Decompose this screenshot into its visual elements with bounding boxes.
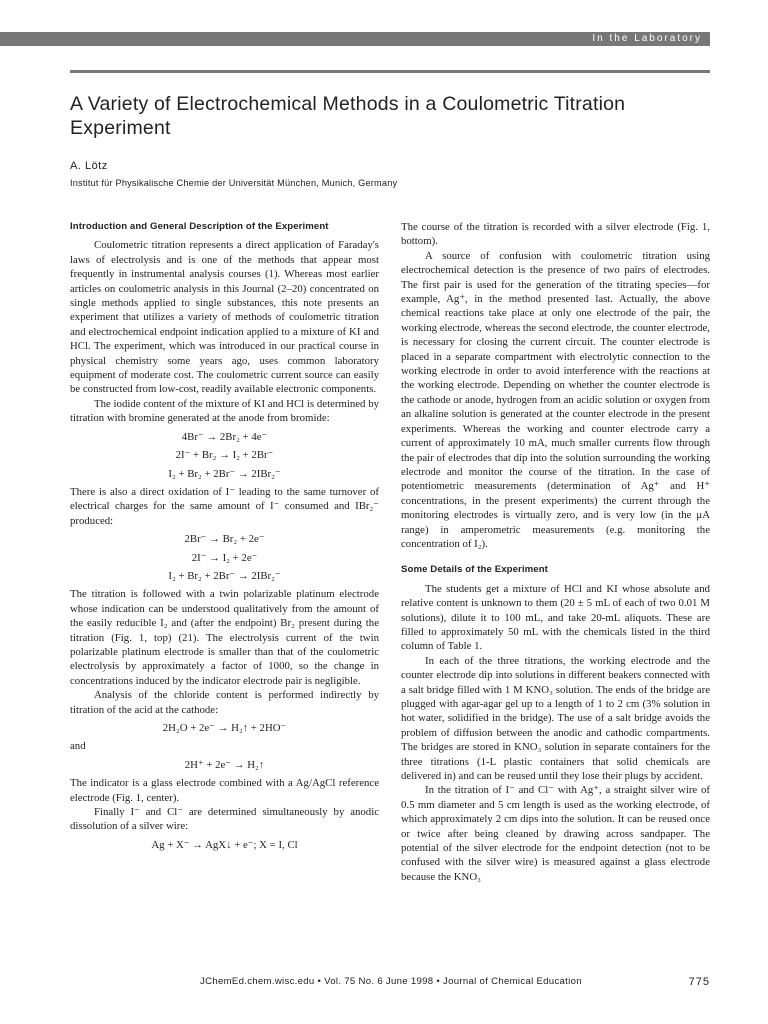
title-rule: [70, 70, 710, 73]
paragraph: The course of the titration is recorded with a silver electrode (Fig. 1, bottom).: [401, 221, 710, 248]
paragraph: The indicator is a glass electrode combined with a Ag/AgCl reference electrode (Fig. 1, center).: [70, 777, 379, 804]
equation: 4Br⁻ → 2Br₂ + 4e⁻: [181, 430, 268, 443]
journal-citation: JChemEd.chem.wisc.edu • Vol. 75 No. 6 June 1998 • Journal of Chemical Education: [200, 976, 582, 987]
paragraph: A source of confusion with coulometric titration using electrochemical detection is the presence of two pairs of electrodes. The first pair is used for the generation of the titrating species—for example, Ag⁺, in the method presented last. Actually, the above chemical reactions take place at only one electrode of the pair, the working electrode, whereas the second electrode, the counter electrode, is necessary for closing the current circuit. The counter electrode is placed in a separate compartment with electrolytic connection to the working electrode in order to avoid interference with the reactions at the working electrode. Depending on whether the counter electrode is the cathode or anode, hydrogen from an acidic solution or oxygen from an alkaline solution is generated at the counter electrode in the present experiments. Whereas the working and counter electrode carry a current of approximately 10 mA, much smaller currents flow through the pair of electrodes that dip into the solution surrounding the working electrode and monitor the course of the titration. In the case of potentiometric measurements (determination of Ag⁺ and H⁺ concentrations, in the present experiments) the current through the monitoring electrodes is virtually zero, and is very low (in the μA range) in amperometric measurements (e.g. monitoring the concentration of I₂).: [401, 249, 710, 550]
conjunction: and: [70, 740, 86, 753]
paragraph: In the titration of I⁻ and Cl⁻ with Ag⁺, a straight silver wire of 0.5 mm diameter and 5 cm length is used as the working electrode, of which approximately 2 cm dips into the solution. It can be reused once or twice after being cleaned by drawing across sandpaper. The potential of the silver electrode for the endpoint detection (not to be confused with the silver wire) is measured against a glass electrode because the KNO₃: [401, 784, 710, 883]
page-number: 775: [688, 976, 710, 988]
equation: 2H⁺ + 2e⁻ → H₂↑: [184, 758, 265, 771]
equation: 2I⁻ → I₂ + 2e⁻: [191, 551, 258, 564]
paragraph: Analysis of the chloride content is performed indirectly by titration of the acid at the cathode:: [70, 689, 379, 716]
affiliation: Institut für Physikalische Chemie der Universität München, Munich, Germany: [70, 178, 398, 188]
equation: 2I⁻ + Br₂ → I₂ + 2Br⁻: [175, 449, 274, 462]
equation: 2Br⁻ → Br₂ + 2e⁻: [184, 533, 265, 546]
equation: I₂ + Br₂ + 2Br⁻ → 2IBr₂⁻: [168, 569, 281, 582]
author: A. Lötz: [70, 160, 108, 172]
paragraph: The iodide content of the mixture of KI and HCl is determined by titration with bromine generated at the anode from bromide:: [70, 397, 379, 425]
left-column: [70, 220, 379, 856]
paragraph: The titration is followed with a twin polarizable platinum electrode whose indication can be understood qualitatively from the amount of the easily reducible I₂ and (after the endpoint) Br₂ present during the titration (Fig. 1, top) (21). The electrolysis current of the twin polarizable platinum electrode is smaller than that of the coulometric electrolysis by approximately a factor of 1000, so the change in concentrations induced by the indicator electrode pair is negligible.: [70, 588, 379, 687]
paragraph: There is also a direct oxidation of I⁻ leading to the same turnover of electrical charges for the same amount of I⁻ consumed and IBr₂⁻ produced:: [70, 485, 379, 527]
paragraph: Coulometric titration represents a direct application of Faraday's laws of electrolysis and is one of the methods that appear most frequently in instrumental analysis courses (1). Whereas most earlier articles on coulometric analysis in this Journal (2–20) concentrated on single methods applied to single substances, this note presents an experiment that utilizes a variety of methods of coulometric titration and electrochemical endpoint indication applied to a mixture of KI and HCl. The experiment, which was introduced in our practical course in physical chemistry some years ago, uses common laboratory equipment of moderate cost. The coulometric current source can easily be constructed from low-cost, readily available electronic components.: [70, 239, 379, 396]
equation: I₂ + Br₂ + 2Br⁻ → 2IBr₂⁻: [168, 467, 281, 480]
article-title: A Variety of Electrochemical Methods in a Coulometric Titration Experiment: [70, 93, 626, 139]
paragraph: The students get a mixture of HCl and KI whose absolute and relative content is unknown to them (20 ± 5 mL of each of two 0.01 M solutions), dilute it to 100 mL, and take 20-mL aliquots. These are filled to approximately 50 mL with the chemicals listed in the third column of Table 1.: [401, 582, 710, 653]
equation: 2H₂O + 2e⁻ → H₂↑ + 2HO⁻: [162, 722, 287, 734]
section-heading-intro: Introduction and General Description of the Experiment: [70, 221, 329, 232]
right-column: [401, 220, 710, 884]
section-tag: In the Laboratory: [592, 33, 702, 44]
equation: Ag + X⁻ → AgX↓ + e⁻; X = I, Cl: [151, 838, 298, 851]
paragraph: In each of the three titrations, the working electrode and the counter electrode dip into solutions in different beakers connected with a salt bridge filled with 1 M KNO₃ solution. The ends of the bridge are plugged with agar-agar gel up to a length of 1 to 2 cm (3% solution in hot water, solidified in the bridge). The use of a salt bridge avoids the problem of diffusion between the anodic and cathodic compartments. The bridges are stored in KNO₃ solution in separate containers for the three titrations (1-L plastic containers that solid chemicals are delivered in) and can be reused until they lose their plugs by accident.: [401, 654, 710, 783]
page-footer: [200, 976, 710, 987]
section-heading-details: Some Details of the Experiment: [401, 564, 548, 576]
paragraph: Finally I⁻ and Cl⁻ are determined simultaneously by anodic dissolution of a silver wire:: [70, 806, 379, 833]
